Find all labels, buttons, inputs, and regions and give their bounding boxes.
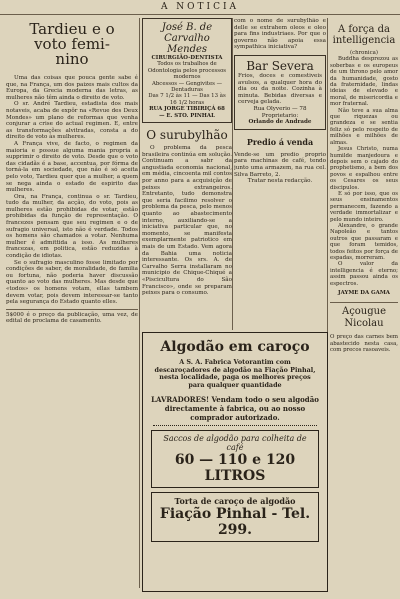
article-title: O surubylhão bbox=[146, 128, 228, 143]
bar-title: Bar Severa bbox=[246, 58, 314, 73]
bar-owner: Orlando de Andrade bbox=[248, 119, 312, 126]
column-2 bbox=[142, 18, 232, 328]
article-body: Buddha desprezou as soberbas e os europeus de um throno pelo amor da humanidade, gosto da fraternidade, lindas ideias de elevado e moral, de misericordia e mor fraternal. Não teve a sua alma que riquezas ou grandeza e se sentia feliz só pelo respeito de milhões e milhões de almas. Jesus Christo, numa humilde manjedoura e depois sem o cajado do prophetismo, a bem dos povos e espalhou entre os Cesares os seus discipulos. E só por isso, que os seus ensinamentos permanecem, fazendo a verdade immortalizar e pelo mundo inteiro. Alexandre, o grande Napoleão e tantos outros que passaram e que foram temidos, todos feitos por força de espadas, morreram. O valor da intelligencia é eterno; assim passou ainda os espectros. bbox=[330, 56, 398, 287]
dentist-name: José B. de Carvalho Mendes bbox=[161, 22, 213, 55]
office-hours: Das 7 1/2 às 11 — Das 13 às 16 1/2 horas bbox=[148, 93, 226, 106]
masthead: A NOTICIA bbox=[0, 0, 400, 15]
article-title: Tardieu e o voto femi- nino bbox=[29, 20, 115, 68]
article-subtitle: (chronica) bbox=[350, 50, 378, 56]
sale-contact: Tratar nesta redacção. bbox=[247, 178, 313, 185]
cake-box: Torta de caroço de algodão Fiação Pinhal - Tel. 299. bbox=[151, 492, 319, 542]
sack-prices: 60 — 110 e 120 LITROS bbox=[174, 452, 296, 485]
service-list: Abcessos — Gengivites — Dentaduras bbox=[151, 80, 223, 94]
column-4: A força da intelligencia (chronica) Buddha desprezou as soberbas e os europeus de um throno pelo amor da humanidade, gosto da fraternidade, lindas ideias de elevado e moral, de misericordia e mor fraternal. Não teve a sua alma que riquezas ou grandeza e se sentia feliz só pelo respeito de milhões e milhões de almas. Jesus Christo, numa humilde manjedoura e depois sem o cajado do prophetismo, a bem dos povos e espalhou entre os Cesares os seus discipulos. E só por isso, que os seus ensinamentos permanecem, fazendo a verdade immortalizar e pelo mundo inteiro. Alexandre, o grande Napoleão e tantos outros que passaram e que foram temidos, todos feitos por força de espadas, morreram. O valor da intelligencia é eterno; assim passou ainda os espectros. JAYME DA GAMA Açougue Nicolau O preço das carnes bem abastecido nesta casa, com precos rasoaveis. bbox=[330, 24, 398, 354]
butcher-title: Açougue Nicolau bbox=[330, 302, 398, 330]
bar-address: Rua Olyverio — 78 bbox=[253, 105, 307, 112]
divider bbox=[153, 425, 317, 426]
ad-note: LAVRADORES! Vendam todo o seu algodão directamente à fabrica, ou ao nosso comprador autorizado. bbox=[151, 395, 319, 423]
article-title: A força da intelligencia bbox=[332, 24, 396, 46]
article-body: O problema da pesca brasileira continúa em solução. Continuam a sabr da angustiada economia nacional, em média, cincoenta mil contos por anno para a acquisição de peixes extrangeiros. Entretanto, tudo demonstra que seria facilimo resolver o problema da pesca, pelo menos quanto ao abastecimento interno, auxiliando-se a iniciativa particular que, no momento, se manifesta exemplarmente patriotico em mais de um Estado. Vem agora da Bahia uma noticia interessante. Os srs. A. de Carvalho Serra installaram no municipio de Chique-Chiqué a «Piscicultura do São Francisco», onde se preparam peixes para o consumo. bbox=[142, 145, 232, 297]
column-rule bbox=[232, 18, 233, 330]
office-address: RUA JORGE TIBIRIÇÁ 68 — E. STO. PINHAL bbox=[149, 106, 225, 119]
cotton-advertisement bbox=[142, 332, 328, 592]
price-notice: 5$000 é o preço da publicação, uma vez, de edital de proclama de casamento. bbox=[6, 309, 138, 325]
dentist-card: José B. de Carvalho Mendes CIRURGIÃO-DENTISTA Todos os trabalhos de Odontologia pelos processos modernos Abcessos — Gengivites — Dentaduras Das 7 1/2 às 11 — Das 13 às 16 1/2 horas RUA JORGE TIBIRIÇÁ 68 — E. STO. PINHAL bbox=[142, 18, 232, 123]
article-body: Uma das coisas que pouca gente sabe é que, na França, um dos paizes mais cultos da Europa, da Grecia moderna das letras, as mulheres não têm ainda o direito de voto. O sr. André Tardieu, estadista dos mais notaveis, acaba de expôr na «Revue des Deux Mondes» um plano de reformas que venha conjurar a crise do actual regimen. E, entre as transformações alvitradas, consta a do direito de voto às mulheres. A França vive, de facto, o regimen da maioria e possue alguma mania propria a supprimir o direito de voto. Desde que o voto das cidadãs é a base, accentua, por fórma de torná-la em sociedade, que não é só aceita pelo voto, Tardieu quer que a mulher, a quem se nega ainda o estado de espirito das mulheres. Ora, na França, continua o sr. Tardieu, tudo da mulher, da acção, do voto, pois as mulheres estão prohibidas de votar, estão prohibidas da função de representação. O francezes pensam que seu regimen e o de sufragio universal, isto não é verdade. Todos os homens são chamados a votar. Nenhuma mulher é admittida a isso. As mulheres francezas, em politica, estão reduzidas à condição de idiotas. Se o sufragio masculino fosse limitado por condições de saber, de moralidade, de familia ou fortuna, não poderia haver discussão quanto ao voto das mulheres. Mas desde que «todos» os homens votam, ellas tambem devem votar, pois devem interessar-se tanto pela segurança do Estado quanto elles. bbox=[6, 75, 138, 306]
sack-box: Saccos de algodão para colheita de café 60 — 110 e 120 LITROS bbox=[151, 430, 319, 488]
ad-title: Algodão em caroço bbox=[160, 339, 310, 355]
bar-ad: Bar Severa Frios, doces e comestiveis avulsos, a qualquer hora do dia ou da noite. Cozinha à minuta. Bebidas diversas e cerveja gelada. Rua Olyverio — 78 Proprietario: Orlando de Andrade bbox=[234, 55, 326, 130]
column-1 bbox=[6, 18, 138, 593]
column-rule bbox=[139, 18, 140, 588]
column-3: com o nome de surubylhão e delle se extrahem oleos e oleo para fins industriaes. Por que o governo não apoia essa sympathica iniciativa? Bar Severa Frios, doces e comestiveis avulsos, a qualquer hora do dia ou da noite. Cozinha à minuta. Bebidas diversas e cerveja gelada. Rua Olyverio — 78 Proprietario: Orlando de Andrade Predio á venda Vende-se um predio proprio para machinas de café, tendo junto uma armazem, na rua cel. Silva Barreto, 2. Tratar nesta redacção. bbox=[234, 18, 326, 185]
phone-line: Fiação Pinhal - Tel. 299. bbox=[159, 506, 311, 539]
dentist-title: CIRURGIÃO-DENTISTA bbox=[151, 55, 223, 61]
article-continuation: com o nome de surubylhão e delle se extrahem oleos e oleo para fins industriaes. Por que o governo não apoia essa sympathica iniciativa? bbox=[234, 18, 326, 51]
sale-title: Predio á venda bbox=[246, 136, 314, 147]
article-signature: JAYME DA GAMA bbox=[338, 290, 390, 297]
ad-body: A S. A. Fabrica Votorantim com descaroçadores de algodão na Fiação Pinhal, nesta localidade, paga os melhores preços para qualquer quantidade bbox=[154, 358, 316, 389]
